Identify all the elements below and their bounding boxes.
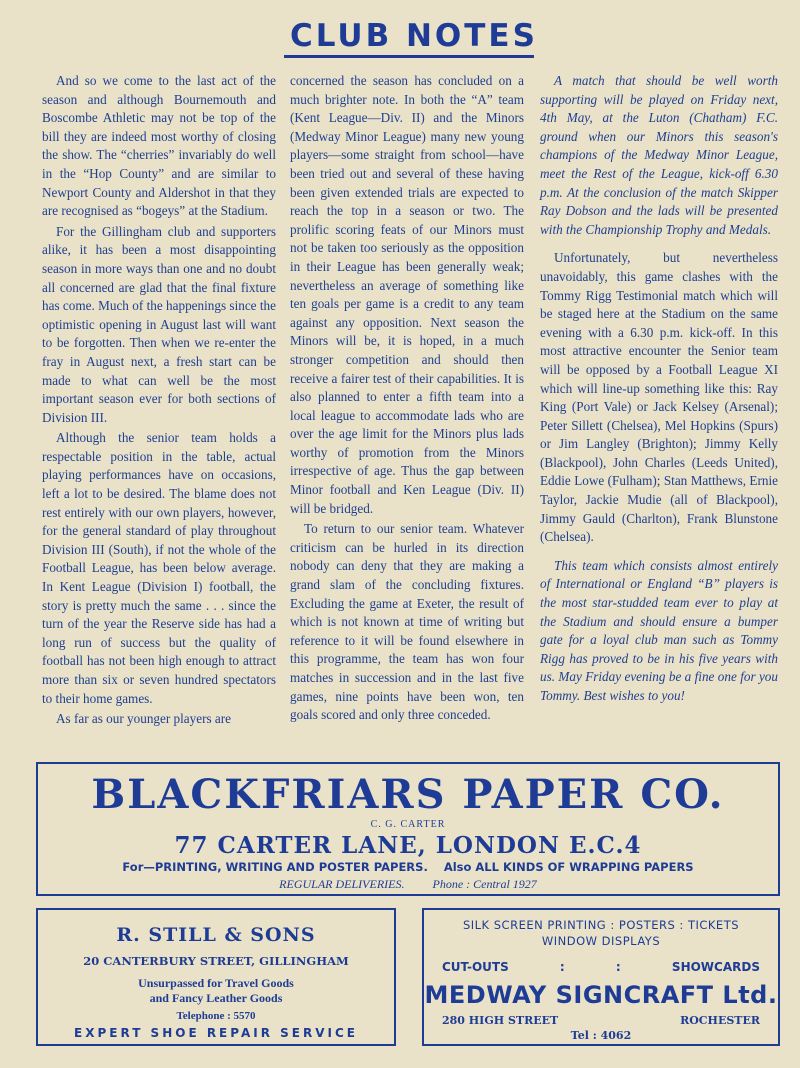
advert-footer: EXPERT SHOE REPAIR SERVICE (74, 1026, 358, 1040)
advert-showcards: SHOWCARDS (671, 960, 760, 974)
advert-address (442, 1014, 760, 1027)
testimonial-paragraph: Unfortunately, but nevertheless unavoidably, this game clashes with the Tommy Rigg Testimonial match which will be staged here at the Stadium on the same evening with a 6.30 p.m. kick-off. In this most attractive encounter the Senior team will be opposed by a Football League XI which will line-up something like this: Ray King (Port Vale) or Jack Kelsey (Arsenal); Peter Sillett (Chelsea), Mel Hopkins (Spurs) or Jim Langley (Brighton); Jimmy Kelly (Blackpool), John Charles (Leeds United), Eddie Lowe (Fulham); Stan Matthews, Ernie Taylor, Jackie Mudie (all of Blackpool), Jimmy Gauld (Charlton), Frank Blunstone (Chelsea). (540, 250, 778, 545)
article-paragraph: And so we come to the last act of the season and although Bournemouth and Boscombe Athletic may not be top of the bill they are indeed most worthy of closing the show. The “cherries” invariably do well in the “Hop County” and are similar to Newport County and Aldershot in that they are recognised as “bogeys” at the Stadium. (42, 73, 276, 219)
advert-services-right: Also ALL KINDS OF WRAPPING PAPERS (443, 860, 694, 874)
advert-phone: Tel : 4062 (570, 1029, 632, 1042)
article-column-2 (290, 72, 524, 725)
title-underline (284, 55, 534, 58)
advert-tagline: and Fancy Leather Goods (149, 991, 283, 1005)
advert-medway-signcraft (422, 908, 780, 1046)
advert-delivery-line (38, 877, 778, 892)
match-notice: A match that should be well worth supporting will be played on Friday next, 4th May, at the Luton (Chatham) F.C. ground when our Minors this season's champions of the Medway Minor League, meet the Rest of the League, kick-off 6.30 p.m. At the conclusion of the match Skipper Ray Dobson and the lads will be presented with the Championship Trophy and Medals. (540, 73, 778, 237)
advert-company-name: R. STILL & SONS (116, 924, 316, 946)
advert-town: ROCHESTER (680, 1014, 760, 1027)
article-paragraph: concerned the season has concluded on a much brighter note. In both the “A” team (Kent League—Div. II) and the Minors (Medway Minor League) many new young players—some straight from school—have been tried out and several of these having been given extended trials are expected to reach the top in a season or two. The prolific scoring feats of our Minors must not be taken too seriously as the opposition in their League has been generally weak; nevertheless an average of something like ten goals per game is a credit to any team against any opposition. Next season the Minors will be, it is hoped, in a much stronger competition and should then receive a fairer test of their capabilities. It is also planned to enter a fifth team into a local league to accommodate lads who are over the age limit for the Minors plus lads worthy of promotion from the Minors irrespective of age. Thus the gap between Minor football and Ken League (Div. II) will be bridged. (290, 73, 524, 516)
page-title: CLUB NOTES (290, 18, 538, 54)
advert-owner: C. G. CARTER (370, 819, 446, 830)
advert-services: SILK SCREEN PRINTING : POSTERS : TICKETS (462, 918, 740, 932)
advert-blackfriars-paper (36, 762, 780, 896)
advert-company-name: MEDWAY SIGNCRAFT Ltd. (424, 981, 778, 1009)
article-paragraph: Although the senior team holds a respectable position in the table, actual playing performances have on occasions, left a lot to be desired. The blame does not rest entirely with our own players, however, for the general standard of play throughout Division III (South), if not the whole of the Football League, has been below average. In Kent League (Division I) football, the story is pretty much the same . . . since the turn of the year the Reserve side has had a long run of success but the quality of football has not been high enough to attract more than six or seven hundred spectators to their home games. (42, 430, 276, 706)
advert-services-left: For—PRINTING, WRITING AND POSTER PAPERS. (122, 860, 428, 874)
closing-paragraph: This team which consists almost entirely of International or England “B” players is the most star-studded team ever to play at the Stadium and should ensure a bumper gate for a loyal club man such as Tommy Rigg has proved to be in his five years with us. May Friday evening be a fine one for you Tommy. Best wishes to you! (540, 557, 778, 703)
advert-services-row (442, 960, 760, 974)
advert-services: WINDOW DISPLAYS (541, 934, 661, 948)
article-column-1 (42, 72, 276, 729)
advert-phone: Telephone : 5570 (176, 1010, 256, 1022)
article-paragraph: As far as our younger players are (56, 711, 232, 727)
advert-address: 20 CANTERBURY STREET, GILLINGHAM (83, 954, 349, 968)
advert-phone: Phone : Central 1927 (432, 877, 537, 891)
advert-delivery: REGULAR DELIVERIES. (279, 877, 405, 891)
advert-separator: : (559, 960, 565, 974)
advert-street: 280 HIGH STREET (442, 1014, 559, 1027)
article-paragraph: For the Gillingham club and supporters alike, it has been a most disappointing season in more ways than one and no doubt all concerned are glad that the final fixture has come. Much of the happenings since the optimistic opening in August last will want to be forgotten. Then when we re-enter the fray in August next, a fresh start can be made to what can well be the most important season ever for both sections of Division III. (42, 223, 276, 425)
article-paragraph: To return to our senior team. Whatever criticism can be hurled in its direction nobody can deny that they are making a grand slam of the concluding fixtures. Excluding the game at Exeter, the result of which is not known at time of writing but reference to it will be found elsewhere in this programme, the team has won four matches in succession and in the last five games, nine points have been won, ten goals scored and only three conceded. (290, 521, 524, 723)
article-column-3 (540, 72, 778, 706)
advert-still-sons (36, 908, 396, 1046)
advert-cutouts: CUT-OUTS (442, 960, 509, 974)
advert-services (38, 860, 778, 874)
advert-tagline: Unsurpassed for Travel Goods (138, 976, 294, 990)
advert-address: 77 CARTER LANE, LONDON E.C.4 (174, 832, 642, 859)
advert-company-name: BLACKFRIARS PAPER CO. (91, 771, 725, 818)
advert-separator: : (615, 960, 621, 974)
